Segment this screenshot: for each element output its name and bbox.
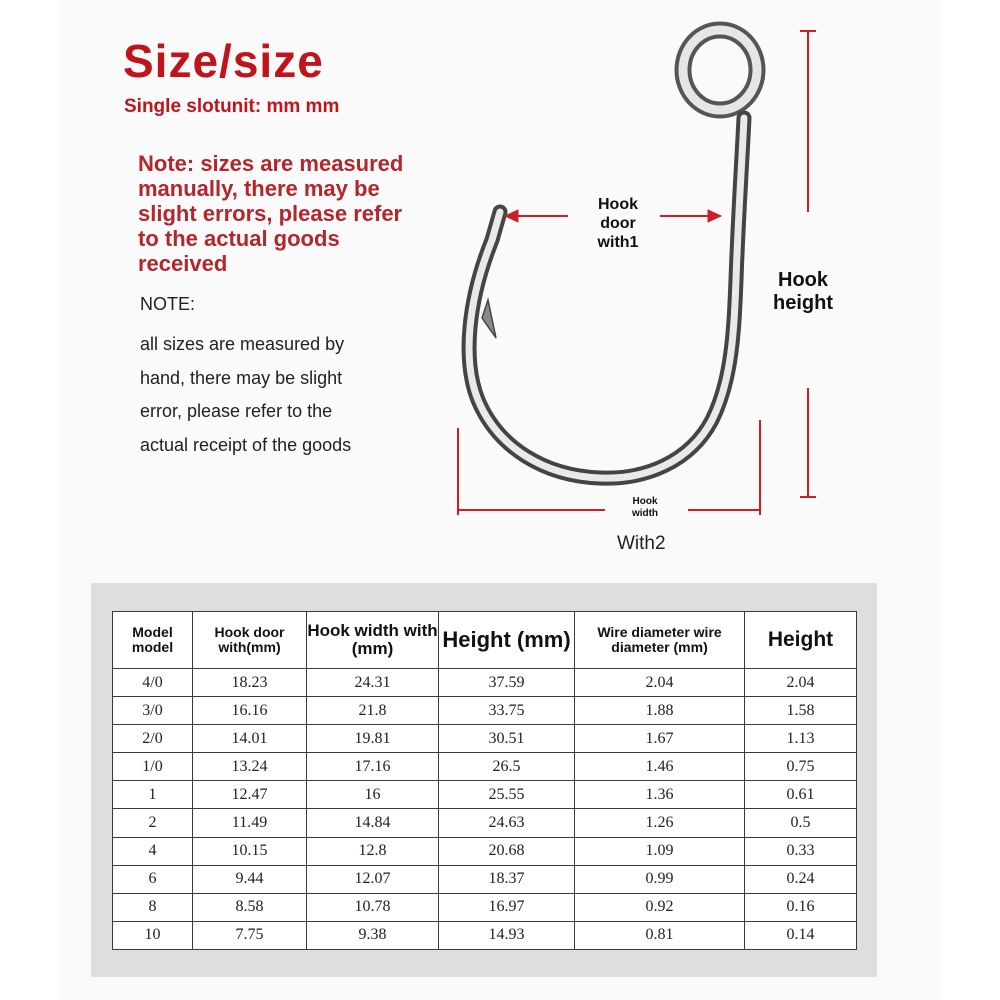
table-cell: 8 (113, 893, 193, 921)
table-cell: 6 (113, 865, 193, 893)
table-row (113, 753, 857, 781)
table-cell: 0.16 (745, 893, 857, 921)
table-cell: 7.75 (193, 921, 307, 949)
page-title: Size/size (123, 35, 324, 87)
table-cell: 12.8 (307, 837, 439, 865)
black-note-line: actual receipt of the goods (140, 434, 352, 455)
size-table (112, 611, 857, 950)
table-cell: 2 (113, 809, 193, 837)
table-cell: 4 (113, 837, 193, 865)
table-cell: 16.97 (439, 893, 575, 921)
table-cell: 18.23 (193, 669, 307, 697)
table-cell: 0.92 (575, 893, 745, 921)
table-cell: 12.07 (307, 865, 439, 893)
hook-height-label: Hook height (773, 269, 833, 314)
table-cell: 1.09 (575, 837, 745, 865)
table-cell: 1/0 (113, 753, 193, 781)
table-cell: 0.24 (745, 865, 857, 893)
table-cell: 11.49 (193, 809, 307, 837)
table-row (113, 669, 857, 697)
with2-label: With2 (617, 533, 666, 554)
table-cell: 1.26 (575, 809, 745, 837)
table-row (113, 809, 857, 837)
table-cell: 0.33 (745, 837, 857, 865)
table-row (113, 865, 857, 893)
note-heading: NOTE: (140, 294, 196, 314)
table-cell: 2.04 (745, 669, 857, 697)
table-cell: 26.5 (439, 753, 575, 781)
table-cell: 0.99 (575, 865, 745, 893)
table-cell: 10.15 (193, 837, 307, 865)
table-cell: 0.81 (575, 921, 745, 949)
table-cell: 0.14 (745, 921, 857, 949)
table-cell: 14.01 (193, 725, 307, 753)
red-note-line: to the actual goods (138, 226, 340, 251)
table-cell: 24.31 (307, 669, 439, 697)
table-cell: 24.63 (439, 809, 575, 837)
table-cell: 20.68 (439, 837, 575, 865)
unit-subtitle: Single slotunit: mm mm (124, 96, 340, 117)
header-hook-width: Hook width with (mm) (307, 612, 439, 669)
table-header-row (113, 612, 857, 669)
table-cell: 8.58 (193, 893, 307, 921)
table-cell: 1.36 (575, 781, 745, 809)
table-cell: 16 (307, 781, 439, 809)
hook-width-label: Hook width (631, 496, 659, 519)
table-cell: 9.44 (193, 865, 307, 893)
header-hook-door: Hook door with(mm) (193, 612, 307, 669)
table-cell: 33.75 (439, 697, 575, 725)
table-cell: 14.93 (439, 921, 575, 949)
door-arrow-right (660, 210, 721, 222)
table-cell: 3/0 (113, 697, 193, 725)
table-cell: 2.04 (575, 669, 745, 697)
table-cell: 4/0 (113, 669, 193, 697)
table-cell: 2/0 (113, 725, 193, 753)
table-cell: 10.78 (307, 893, 439, 921)
header-height: Height (745, 612, 857, 669)
table-row (113, 697, 857, 725)
header-wire-diameter: Wire diameter wire diameter (mm) (575, 612, 745, 669)
table-row (113, 921, 857, 949)
table-cell: 30.51 (439, 725, 575, 753)
black-note-line: all sizes are measured by (140, 334, 345, 354)
table-cell: 19.81 (307, 725, 439, 753)
red-note-line: manually, there may be (138, 176, 380, 201)
table-cell: 12.47 (193, 781, 307, 809)
table-row (113, 781, 857, 809)
table-cell: 10 (113, 921, 193, 949)
table-cell: 0.5 (745, 809, 857, 837)
red-note-line: Note: sizes are measured (138, 151, 404, 176)
header-height-mm: Height (mm) (439, 612, 575, 669)
red-note-line: received (138, 251, 228, 276)
table-cell: 25.55 (439, 781, 575, 809)
table-row (113, 725, 857, 753)
table-cell: 17.16 (307, 753, 439, 781)
table-row (113, 893, 857, 921)
table-cell: 1.13 (745, 725, 857, 753)
table-cell: 14.84 (307, 809, 439, 837)
table-cell: 0.75 (745, 753, 857, 781)
door-arrow-left (505, 210, 568, 222)
table-cell: 1.46 (575, 753, 745, 781)
table-cell: 13.24 (193, 753, 307, 781)
table-cell: 1.58 (745, 697, 857, 725)
table-cell: 9.38 (307, 921, 439, 949)
red-note-line: slight errors, please refer (138, 201, 403, 226)
header-model: Model model (113, 612, 193, 669)
hook-body-icon (469, 118, 744, 478)
hook-barb-icon (482, 300, 496, 338)
table-cell: 37.59 (439, 669, 575, 697)
table-cell: 1 (113, 781, 193, 809)
table-cell: 16.16 (193, 697, 307, 725)
black-note-line: hand, there may be slight (140, 367, 343, 388)
table-cell: 1.88 (575, 697, 745, 725)
table-cell: 1.67 (575, 725, 745, 753)
black-note-line: error, please refer to the (140, 401, 333, 421)
height-dimension-line (800, 31, 816, 497)
table-cell: 0.61 (745, 781, 857, 809)
hook-door-label: Hook door with1 (597, 196, 639, 251)
table-cell: 21.8 (307, 697, 439, 725)
table-row (113, 837, 857, 865)
table-cell: 18.37 (439, 865, 575, 893)
